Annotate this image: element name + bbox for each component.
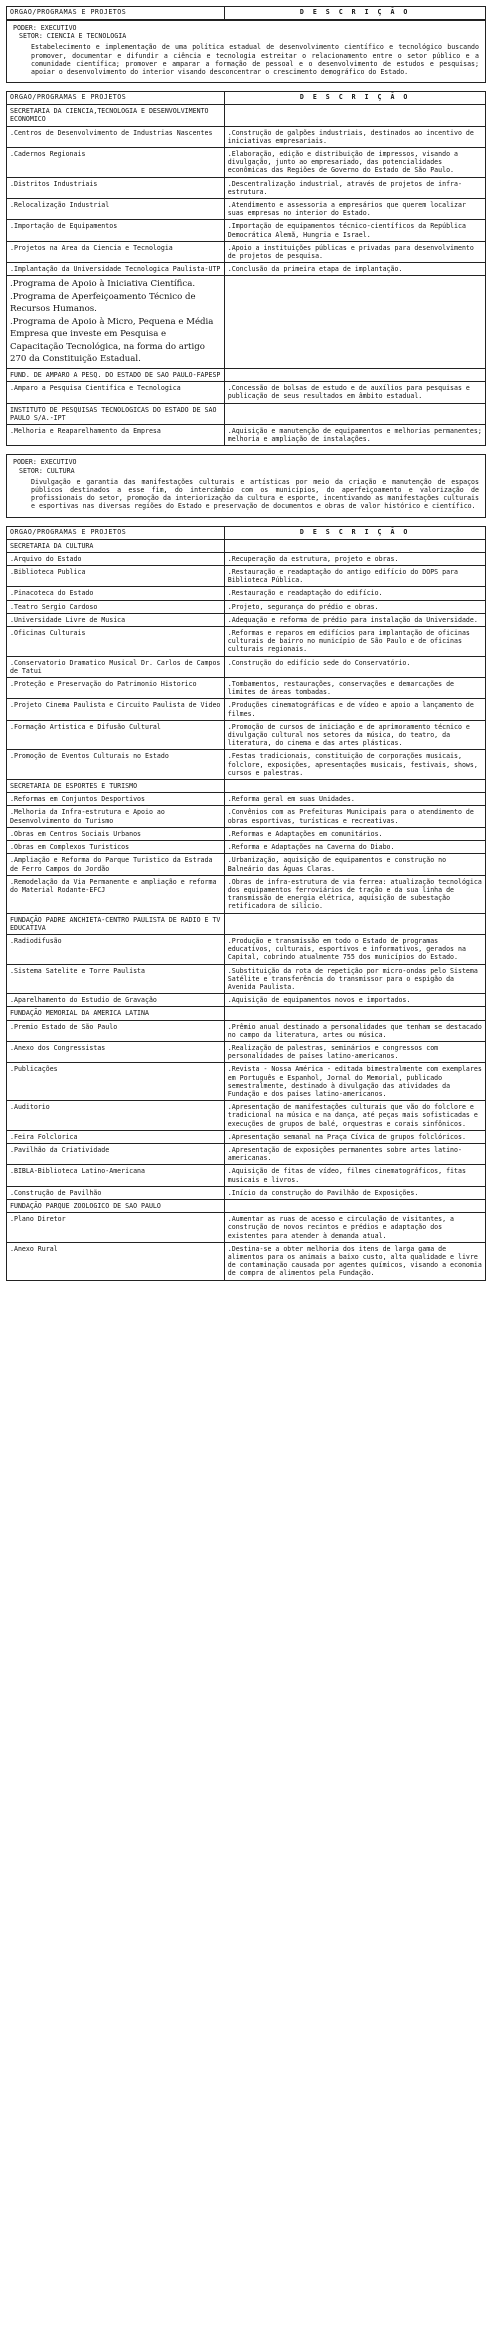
table-row bbox=[7, 841, 486, 854]
org-cell: FUNDAÇÃO PARQUE ZOOLOGICO DE SAO PAULO bbox=[7, 1200, 225, 1213]
table-row bbox=[7, 964, 486, 994]
table-row bbox=[7, 656, 486, 677]
desc-cell: .Reformas e Adaptações em comunitários. bbox=[224, 827, 485, 840]
org-cell: .Publicações bbox=[7, 1063, 225, 1101]
table-row bbox=[7, 994, 486, 1007]
table-header-1 bbox=[6, 6, 486, 20]
sector-description: Estabelecimento e implementação de uma política estadual de desenvolvimento científico e tecnológico buscando promover, documentar e difundir a ciência e tecnologia estreitar o relacionamento entre o setor público e a comunidade científica; promover e amparar a formação de pessoal e o desenvolvimento de estudos e pesquisas; apoiar o desenvolvimento do interior visando desconcentrar o crescimento demográfico do Estado. bbox=[31, 43, 479, 77]
programs-table-culture bbox=[6, 526, 486, 1281]
table-row bbox=[7, 126, 486, 147]
sector-block-culture bbox=[6, 454, 486, 517]
org-cell: .Melhoria da Infra-estrutura e Apoio ao Desenvolvimento do Turismo bbox=[7, 806, 225, 827]
org-cell: .Remodelação da Via Permanente e ampliação e reforma do Material Rodante-EFCJ bbox=[7, 875, 225, 913]
table-row bbox=[7, 382, 486, 403]
table-row bbox=[7, 793, 486, 806]
desc-cell bbox=[224, 1007, 485, 1020]
desc-cell bbox=[224, 105, 485, 126]
org-cell: .Distritos Industriais bbox=[7, 177, 225, 198]
table-row bbox=[7, 1020, 486, 1041]
desc-cell: .Apresentação de manifestações culturais que vão do folclore e tradicional na música e na dança, até peças mais sofisticadas e execuções de grupos de balé, orquestras e corais sinfônicos. bbox=[224, 1101, 485, 1131]
table-row bbox=[7, 720, 486, 750]
table-row bbox=[7, 1165, 486, 1186]
desc-cell: .Revista - Nossa América - editada bimestralmente com exemplares em Português e Espanhol, Jornal do Memorial, publicado semestralmente, destinado à divulgação das atividades da Fundação e dos países latino-americanos. bbox=[224, 1063, 485, 1101]
column-header-org: ORGAO/PROGRAMAS E PROJETOS bbox=[7, 92, 225, 105]
desc-cell: .Restauração e readaptação do edifício. bbox=[224, 587, 485, 600]
org-cell: .Plano Diretor bbox=[7, 1213, 225, 1243]
desc-cell: .Realização de palestras, seminários e congressos com personalidades de países latino-americanos. bbox=[224, 1041, 485, 1062]
org-cell: .Biblioteca Publica bbox=[7, 566, 225, 587]
table-row bbox=[7, 699, 486, 720]
org-cell: .Programa de Apoio à Iniciativa Científica. .Programa de Aperfeiçoamento Técnico de Recursos Humanos. .Programa de Apoio à Micro, Pequena e Média Empresa que investe em Pesquisa e Capacitação Tecnológica, na forma do artigo 270 da Constituição Estadual. bbox=[7, 276, 225, 369]
table-row bbox=[7, 276, 486, 369]
desc-cell: .Aquisição de equipamentos novos e importados. bbox=[224, 994, 485, 1007]
table-row bbox=[7, 875, 486, 913]
org-cell: .Construção de Pavilhão bbox=[7, 1186, 225, 1199]
desc-cell: .Início da construção do Pavilhão de Exposições. bbox=[224, 1186, 485, 1199]
table-row bbox=[7, 1213, 486, 1243]
column-header-org: ORGAO/PROGRAMAS E PROJETOS bbox=[7, 526, 225, 539]
desc-cell: .Aquisição de fitas de vídeo, filmes cinematográficos, fitas musicais e livros. bbox=[224, 1165, 485, 1186]
org-cell: .Formação Artistica e Difusão Cultural bbox=[7, 720, 225, 750]
org-cell: .Universidade Livre de Musica bbox=[7, 613, 225, 626]
desc-cell: .Adequação e reforma de prédio para instalação da Universidade. bbox=[224, 613, 485, 626]
table-row bbox=[7, 424, 486, 445]
table-row bbox=[7, 1186, 486, 1199]
table-row bbox=[7, 148, 486, 178]
table-row bbox=[7, 934, 486, 964]
desc-cell: .Reformas e reparos em edifícios para implantação de oficinas culturais de bairro no município de São Paulo e de oficinas culturais regionais. bbox=[224, 627, 485, 657]
sector-description: Divulgação e garantia das manifestações culturais e artísticas por meio da criação e manutenção de espaços públicos destinados a esse fim, do intercâmbio com os municípios, do aperfeiçoamento e valorização de profissionais do setor, promoção da interiorização da cultura e esporte, incentivando as manifestações culturais e esportivas nas diversas regiões do Estado e preservação de documentos e obras de valor histórico e científico. bbox=[31, 477, 479, 511]
desc-cell: .Tombamentos, restaurações, conservações e demarcações de limites de áreas tombadas. bbox=[224, 678, 485, 699]
desc-cell bbox=[224, 1200, 485, 1213]
table-row bbox=[7, 552, 486, 565]
org-cell: .Anexo dos Congressistas bbox=[7, 1041, 225, 1062]
table-row bbox=[7, 368, 486, 381]
desc-cell: .Aquisição e manutenção de equipamentos e melhorias permanentes; melhoria e ampliação de instalações. bbox=[224, 424, 485, 445]
desc-cell: .Apresentação de exposições permanentes sobre artes latino-americanas. bbox=[224, 1143, 485, 1164]
org-cell: .Radiodifusão bbox=[7, 934, 225, 964]
org-cell: SECRETARIA DA CULTURA bbox=[7, 539, 225, 552]
org-cell: .Ampliação e Reforma do Parque Turistico da Estrada de Ferro Campos do Jordão bbox=[7, 854, 225, 875]
org-cell: .Arquivo do Estado bbox=[7, 552, 225, 565]
org-cell: .Teatro Sergio Cardoso bbox=[7, 600, 225, 613]
table-row bbox=[7, 1101, 486, 1131]
org-cell: .Pinacoteca do Estado bbox=[7, 587, 225, 600]
column-header-desc: D E S C R I Ç Ã O bbox=[224, 7, 485, 20]
org-cell: FUNDAÇÃO MEMORIAL DA AMERICA LATINA bbox=[7, 1007, 225, 1020]
table-row bbox=[7, 539, 486, 552]
table-row bbox=[7, 913, 486, 934]
desc-cell: .Urbanização, aquisição de equipamentos e construção no Balneário das Águas Claras. bbox=[224, 854, 485, 875]
table-row bbox=[7, 806, 486, 827]
org-cell: .Obras em Complexos Turisticos bbox=[7, 841, 225, 854]
column-header-desc: D E S C R I Ç Ã O bbox=[224, 526, 485, 539]
table-row bbox=[7, 1130, 486, 1143]
power-label: PODER: EXECUTIVO bbox=[13, 458, 77, 467]
desc-cell: .Restauração e readaptação do antigo edifício do DOPS para Biblioteca Pública. bbox=[224, 566, 485, 587]
org-cell: .Pavilhão da Criatividade bbox=[7, 1143, 225, 1164]
programs-table-science bbox=[6, 91, 486, 446]
org-cell: .Anexo Rural bbox=[7, 1242, 225, 1280]
desc-cell bbox=[224, 276, 485, 369]
desc-cell bbox=[224, 368, 485, 381]
org-cell: INSTITUTO DE PESQUISAS TECNOLOGICAS DO ESTADO DE SAO PAULO S/A.-IPT bbox=[7, 403, 225, 424]
table-row bbox=[7, 1041, 486, 1062]
desc-cell: .Projeto, segurança do prédio e obras. bbox=[224, 600, 485, 613]
desc-cell: .Atendimento e assessoria a empresários que querem localizar suas empresas no interior do Estado. bbox=[224, 199, 485, 220]
desc-cell: .Concessão de bolsas de estudo e de auxílios para pesquisas e publicação de seus resultados em âmbito estadual. bbox=[224, 382, 485, 403]
table-row bbox=[7, 827, 486, 840]
desc-cell: .Construção de galpões industriais, destinados ao incentivo de iniciativas empresariais. bbox=[224, 126, 485, 147]
org-cell: .Sistema Satelite e Torre Paulista bbox=[7, 964, 225, 994]
org-cell: .Oficinas Culturais bbox=[7, 627, 225, 657]
desc-cell bbox=[224, 403, 485, 424]
desc-cell: .Recuperação da estrutura, projeto e obras. bbox=[224, 552, 485, 565]
org-cell: .BIBLA-Biblioteca Latino-Americana bbox=[7, 1165, 225, 1186]
table-row bbox=[7, 587, 486, 600]
table-row bbox=[7, 1242, 486, 1280]
table-body bbox=[7, 105, 486, 446]
org-cell: .Projetos na Area da Ciencia e Tecnologia bbox=[7, 241, 225, 262]
document-page bbox=[6, 0, 486, 1281]
table-row bbox=[7, 678, 486, 699]
desc-cell: .Promoção de cursos de iniciação e de aprimoramento técnico e divulgação cultural nos setores da música, do teatro, da literatura, do cinema e das artes plásticas. bbox=[224, 720, 485, 750]
desc-cell: .Obras de infra-estrutura de via ferrea: atualização tecnológica dos equipamentos ferroviários de tração e da sua linha de transmissão de energia elétrica, aquisição de subestação retificadora de silício. bbox=[224, 875, 485, 913]
org-cell: .Relocalização Industrial bbox=[7, 199, 225, 220]
table-row bbox=[7, 263, 486, 276]
org-cell: .Feira Folclorica bbox=[7, 1130, 225, 1143]
org-cell: FUNDAÇÃO PADRE ANCHIETA-CENTRO PAULISTA DE RADIO E TV EDUCATIVA bbox=[7, 913, 225, 934]
table-row bbox=[7, 854, 486, 875]
org-cell: FUND. DE AMPARO A PESQ. DO ESTADO DE SAO PAULO-FAPESP bbox=[7, 368, 225, 381]
table-row bbox=[7, 627, 486, 657]
table-row bbox=[7, 403, 486, 424]
org-cell: .Cadernos Regionais bbox=[7, 148, 225, 178]
sector-block-science bbox=[6, 20, 486, 83]
table-row bbox=[7, 1143, 486, 1164]
desc-cell: .Importação de equipamentos técnico-científicos da República Democrática Alemã, Hungria e Israel. bbox=[224, 220, 485, 241]
table-row bbox=[7, 750, 486, 780]
desc-cell: .Produção e transmissão em todo o Estado de programas educativos, culturais, esportivos e informativos, gerados na Capital, cobrindo atualmente 755 dos municípios do Estado. bbox=[224, 934, 485, 964]
org-cell: .Auditorio bbox=[7, 1101, 225, 1131]
desc-cell: .Elaboração, edição e distribuição de impressos, visando a divulgação, junto ao empresariado, das potencialidades econômicas das Regiões de Governo do Estado de São Paulo. bbox=[224, 148, 485, 178]
desc-cell: .Construção do edifício sede do Conservatório. bbox=[224, 656, 485, 677]
power-label: PODER: EXECUTIVO bbox=[13, 24, 77, 32]
org-cell: .Projeto Cinema Paulista e Circuito Paulista de Video bbox=[7, 699, 225, 720]
org-cell: .Importação de Equipamentos bbox=[7, 220, 225, 241]
desc-cell bbox=[224, 780, 485, 793]
desc-cell: .Prêmio anual destinado a personalidades que tenham se destacado no campo da literatura, artes ou música. bbox=[224, 1020, 485, 1041]
desc-cell: .Apoio a instituições públicas e privadas para desenvolvimento de projetos de pesquisa. bbox=[224, 241, 485, 262]
org-cell: .Centros de Desenvolvimento de Industrias Nascentes bbox=[7, 126, 225, 147]
table-row bbox=[7, 105, 486, 126]
org-cell: SECRETARIA DA CIENCIA,TECNOLOGIA E DESENVOLVIMENTO ECONOMICO bbox=[7, 105, 225, 126]
sector-label: SETOR: CIENCIA E TECNOLOGIA bbox=[19, 32, 127, 41]
desc-cell: .Produções cinematográficas e de vídeo e apoio a lançamento de filmes. bbox=[224, 699, 485, 720]
desc-cell bbox=[224, 913, 485, 934]
table-row bbox=[7, 1063, 486, 1101]
org-cell: .Premio Estado de São Paulo bbox=[7, 1020, 225, 1041]
desc-cell: .Substituição da rota de repetição por micro-ondas pelo Sistema Satélite e transferência do transmissor para o espigão da Avenida Paulista. bbox=[224, 964, 485, 994]
org-cell: .Promoção de Eventos Culturais no Estado bbox=[7, 750, 225, 780]
desc-cell: .Descentralização industrial, através de projetos de infra-estrutura. bbox=[224, 177, 485, 198]
desc-cell: .Reforma e Adaptações na Caverna do Diabo. bbox=[224, 841, 485, 854]
table-row bbox=[7, 1007, 486, 1020]
table-row bbox=[7, 177, 486, 198]
column-header-desc: D E S C R I Ç Ã O bbox=[224, 92, 485, 105]
org-cell: .Amparo a Pesquisa Cientifica e Tecnologica bbox=[7, 382, 225, 403]
column-header-org: ORGAO/PROGRAMAS E PROJETOS bbox=[7, 7, 225, 20]
desc-cell: .Conclusão da primeira etapa de implantação. bbox=[224, 263, 485, 276]
table-row bbox=[7, 613, 486, 626]
org-cell: .Aparelhamento do Estudio de Gravação bbox=[7, 994, 225, 1007]
desc-cell bbox=[224, 539, 485, 552]
desc-cell: .Convênios com as Prefeituras Municipais para o atendimento de obras esportivas, turísticas e recreativas. bbox=[224, 806, 485, 827]
org-cell: .Proteção e Preservação do Patrimonio Historico bbox=[7, 678, 225, 699]
org-cell: .Reformas em Conjuntos Desportivos bbox=[7, 793, 225, 806]
desc-cell: .Aumentar as ruas de acesso e circulação de visitantes, a construção de novos recintos e prédios e adaptação dos existentes para atender à demanda atual. bbox=[224, 1213, 485, 1243]
desc-cell: .Reforma geral em suas Unidades. bbox=[224, 793, 485, 806]
desc-cell: .Festas tradicionais, constituição de corporações musicais, folclore, exposições, apresentações musicais, festivais, shows, cursos e palestras. bbox=[224, 750, 485, 780]
desc-cell: .Destina-se a obter melhoria dos itens de larga gama de alimentos para os animais a baixo custo, alta qualidade e livre de contaminação causada por agentes químicos, visando a economia de compra de alimentos pela Fundação. bbox=[224, 1242, 485, 1280]
org-cell: .Obras em Centros Sociais Urbanos bbox=[7, 827, 225, 840]
table-row bbox=[7, 780, 486, 793]
org-cell: .Melhoria e Reaparelhamento da Empresa bbox=[7, 424, 225, 445]
org-cell: SECRETARIA DE ESPORTES E TURISMO bbox=[7, 780, 225, 793]
org-cell: .Implantação da Universidade Tecnologica Paulista-UTP bbox=[7, 263, 225, 276]
table-row bbox=[7, 1200, 486, 1213]
table-row bbox=[7, 600, 486, 613]
table-body bbox=[7, 539, 486, 1280]
sector-label: SETOR: CULTURA bbox=[19, 466, 75, 475]
desc-cell: .Apresentação semanal na Praça Cívica de grupos folclóricos. bbox=[224, 1130, 485, 1143]
table-row bbox=[7, 241, 486, 262]
org-cell: .Conservatorio Dramatico Musical Dr. Carlos de Campos de Tatui bbox=[7, 656, 225, 677]
table-row bbox=[7, 566, 486, 587]
table-row bbox=[7, 220, 486, 241]
table-row bbox=[7, 199, 486, 220]
